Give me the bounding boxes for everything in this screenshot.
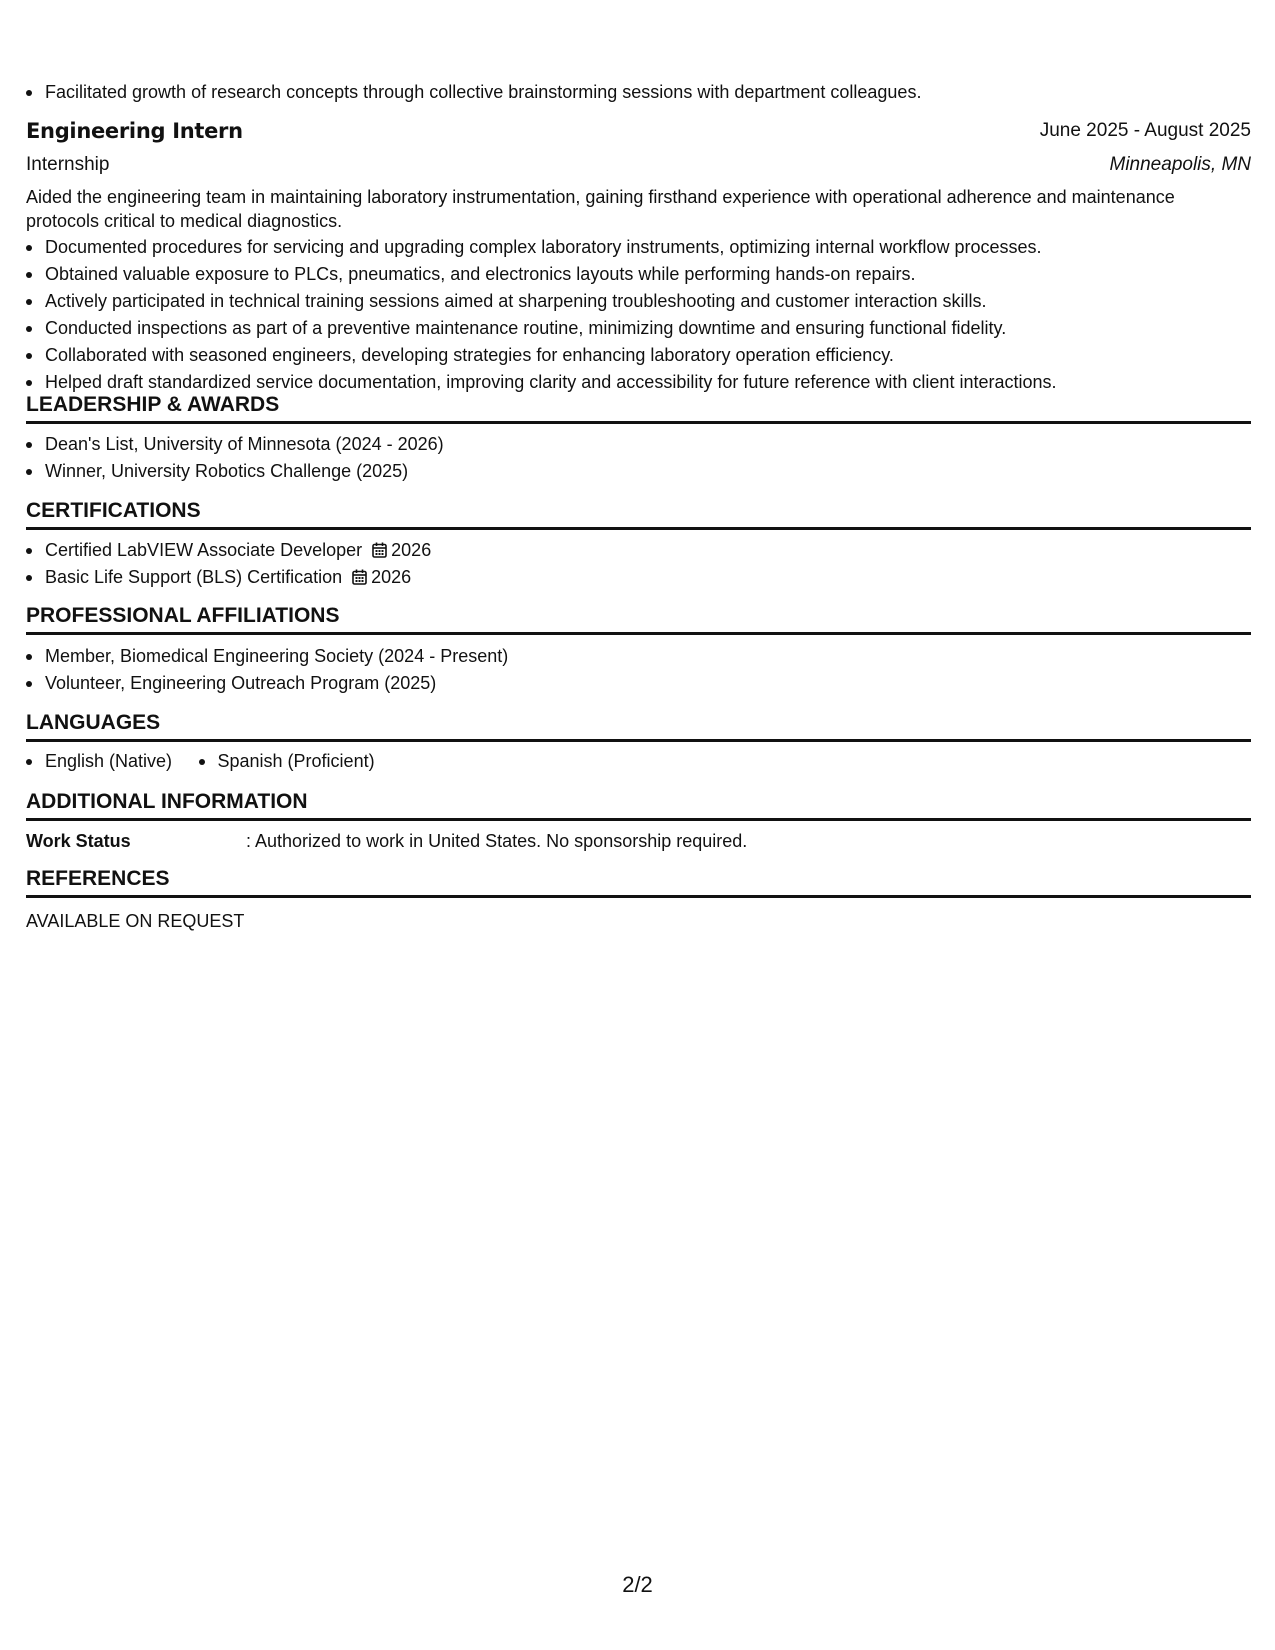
previous-role-bullets (26, 79, 1251, 106)
list-item: Helped draft standardized service documentation, improving clarity and accessibility for future reference with client interactions. (26, 369, 1251, 396)
section-heading-references: REFERENCES (26, 865, 1251, 898)
work-status-value: : Authorized to work in United States. No sponsorship required. (246, 831, 748, 851)
list-item: Dean's List, University of Minnesota (2024 - 2026) (26, 431, 1251, 458)
job-bullets (26, 234, 1251, 396)
work-status-label: Work Status (26, 831, 131, 851)
list-item: Spanish (Proficient) (199, 748, 375, 775)
calendar-icon (352, 569, 367, 585)
list-item: Facilitated growth of research concepts through collective brainstorming sessions with department colleagues. (26, 79, 1251, 106)
list-item: Actively participated in technical training sessions aimed at sharpening troubleshooting and customer interaction skills. (26, 288, 1251, 315)
list-item: Conducted inspections as part of a preventive maintenance routine, minimizing downtime and ensuring functional fidelity. (26, 315, 1251, 342)
job-header (26, 117, 1251, 145)
job-subheader (26, 151, 1251, 178)
section-heading-languages: LANGUAGES (26, 709, 1251, 742)
leadership-list (26, 431, 1251, 485)
list-item: English (Native) (26, 748, 172, 775)
list-item (26, 537, 1251, 564)
section-heading-certifications: CERTIFICATIONS (26, 497, 1251, 530)
job-type: Internship (26, 154, 110, 175)
certification-year: 2026 (391, 540, 432, 560)
section-heading-leadership: LEADERSHIP & AWARDS (26, 391, 1251, 424)
list-item: Member, Biomedical Engineering Society (2024 - Present) (26, 643, 1251, 670)
calendar-icon (372, 542, 387, 558)
references-text: AVAILABLE ON REQUEST (26, 911, 245, 931)
job-title: Engineering Intern (26, 119, 243, 143)
list-item: Winner, University Robotics Challenge (2025) (26, 458, 1251, 485)
list-item (26, 564, 1251, 591)
certification-year: 2026 (371, 567, 412, 587)
languages-list (26, 748, 1251, 775)
job-dates: June 2025 - August 2025 (1039, 120, 1251, 141)
section-heading-additional: ADDITIONAL INFORMATION (26, 788, 1251, 821)
list-item: Collaborated with seasoned engineers, developing strategies for enhancing laboratory operation efficiency. (26, 342, 1251, 369)
list-item: Obtained valuable exposure to PLCs, pneumatics, and electronics layouts while performing hands-on repairs. (26, 261, 1251, 288)
affiliations-list (26, 643, 1251, 697)
certifications-list (26, 537, 1251, 591)
list-item: Volunteer, Engineering Outreach Program (2025) (26, 670, 1251, 697)
job-description: Aided the engineering team in maintaining laboratory instrumentation, gaining firsthand experience with operational adherence and maintenance protocols critical to medical diagnostics. (26, 187, 1175, 231)
certification-name: Basic Life Support (BLS) Certification (45, 567, 343, 587)
certification-name: Certified LabVIEW Associate Developer (45, 540, 363, 560)
job-location: Minneapolis, MN (1109, 154, 1251, 175)
section-heading-affiliations: PROFESSIONAL AFFILIATIONS (26, 602, 1251, 635)
page-number: 2/2 (622, 1572, 653, 1597)
list-item: Documented procedures for servicing and upgrading complex laboratory instruments, optimizing internal workflow processes. (26, 234, 1251, 261)
